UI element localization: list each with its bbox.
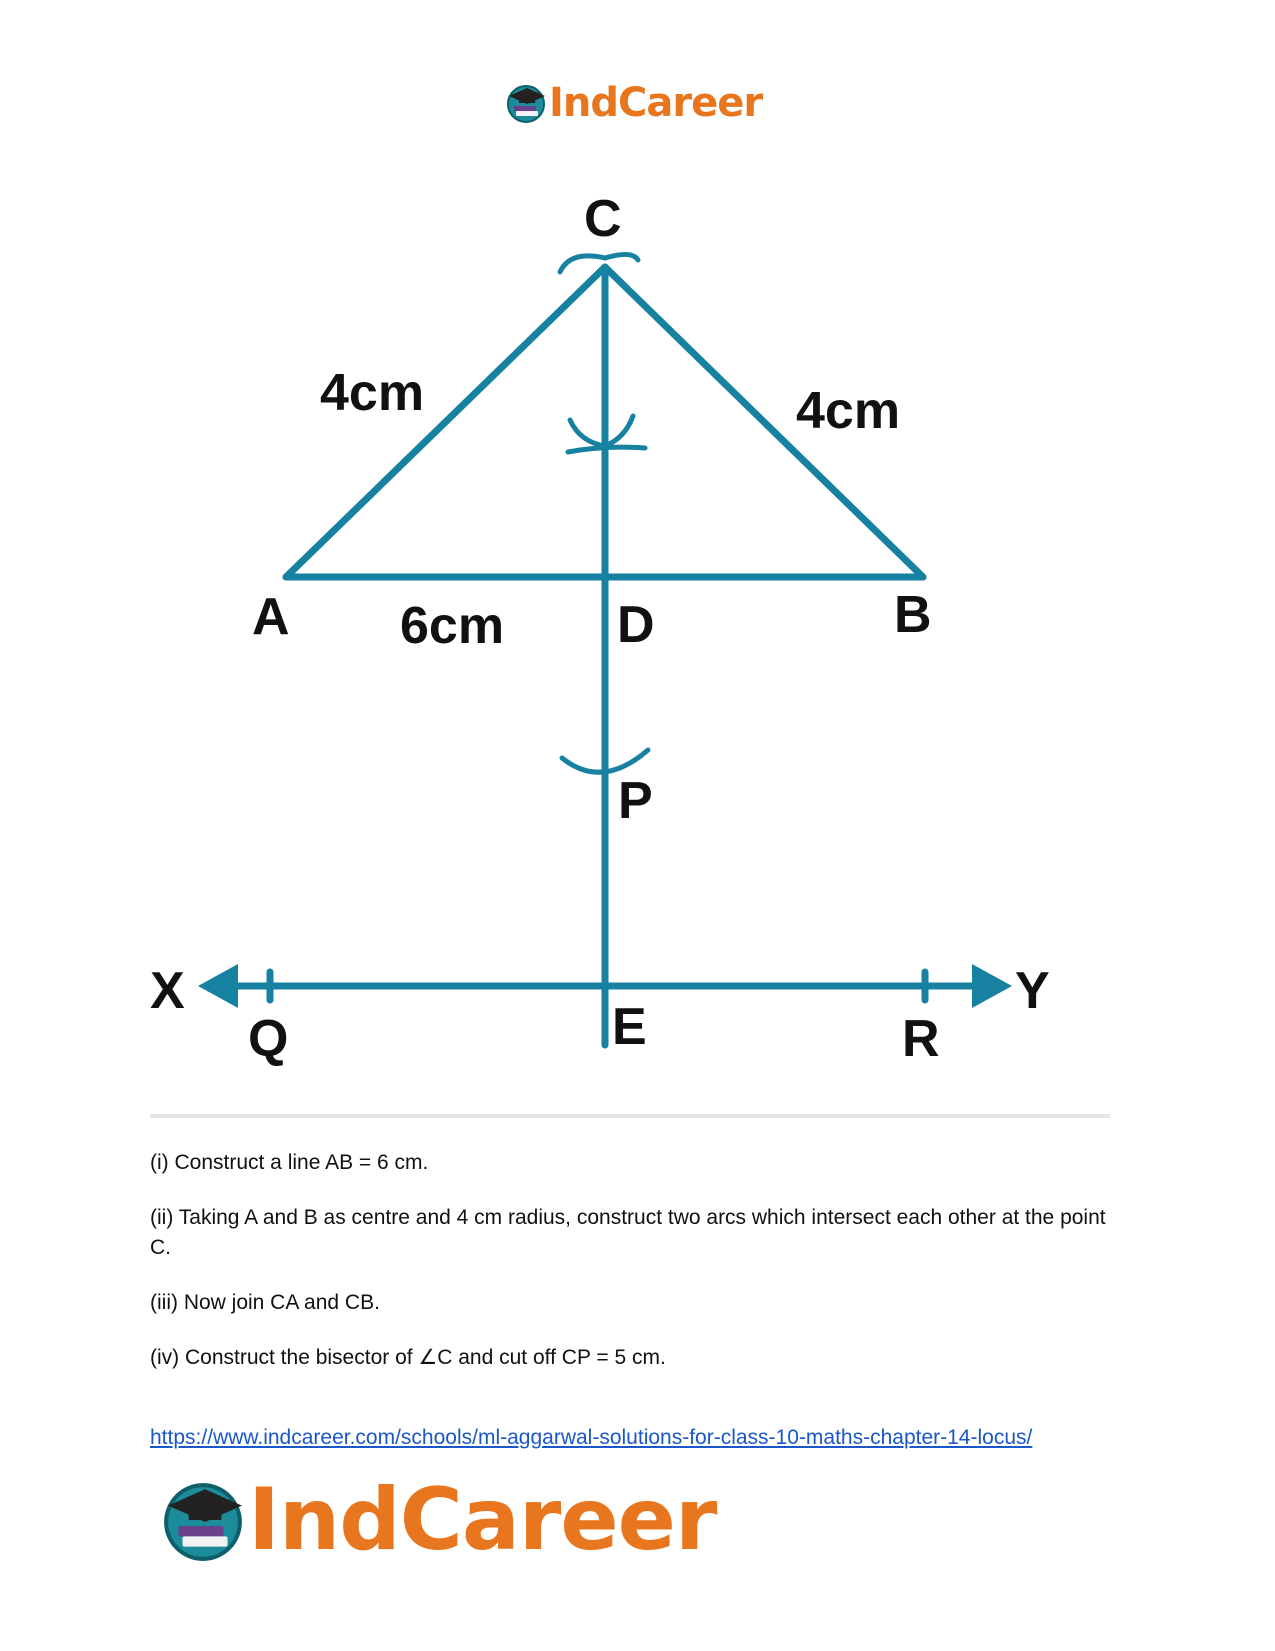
segment-ca [286,267,605,577]
label-c: C [584,190,622,248]
label-length-ab: 6cm [400,597,505,655]
source-link[interactable]: https://www.indcareer.com/schools/ml-aggarwal-solutions-for-class-10-maths-chapter-14-locus/ [150,1426,1033,1449]
graduation-cap-globe-icon [505,82,547,124]
label-b: B [894,586,932,644]
label-r: R [902,1010,940,1068]
arc-c-right [605,254,638,260]
step-2: (ii) Taking A and B as centre and 4 cm radius, construct two arcs which intersect each other at the point C. [150,1206,1106,1259]
brand-logo-bottom [160,1470,716,1570]
construction-diagram [150,180,1110,1120]
arrow-y [972,964,1012,1008]
construction-steps [150,1148,1110,1398]
brand-name-large: IndCareer [248,1470,717,1570]
label-y: Y [1015,962,1050,1020]
label-q: Q [248,1010,289,1068]
label-e: E [612,998,647,1056]
label-d: D [617,596,655,654]
arc-bisector-left [570,420,605,446]
arc-bisector-right [605,416,633,446]
graduation-cap-globe-icon [160,1477,246,1563]
label-p: P [618,772,653,830]
brand-logo-top [505,80,762,126]
brand-name: IndCareer [549,80,763,126]
arrow-x [198,964,238,1008]
label-length-ca: 4cm [320,364,425,422]
label-a: A [252,588,290,646]
step-3: (iii) Now join CA and CB. [150,1291,380,1314]
label-x: X [150,962,185,1020]
step-1: (i) Construct a line AB = 6 cm. [150,1151,429,1174]
construction-figure [150,180,1110,1120]
label-length-cb: 4cm [796,382,901,440]
step-4: (iv) Construct the bisector of ∠C and cut off CP = 5 cm. [150,1346,666,1369]
